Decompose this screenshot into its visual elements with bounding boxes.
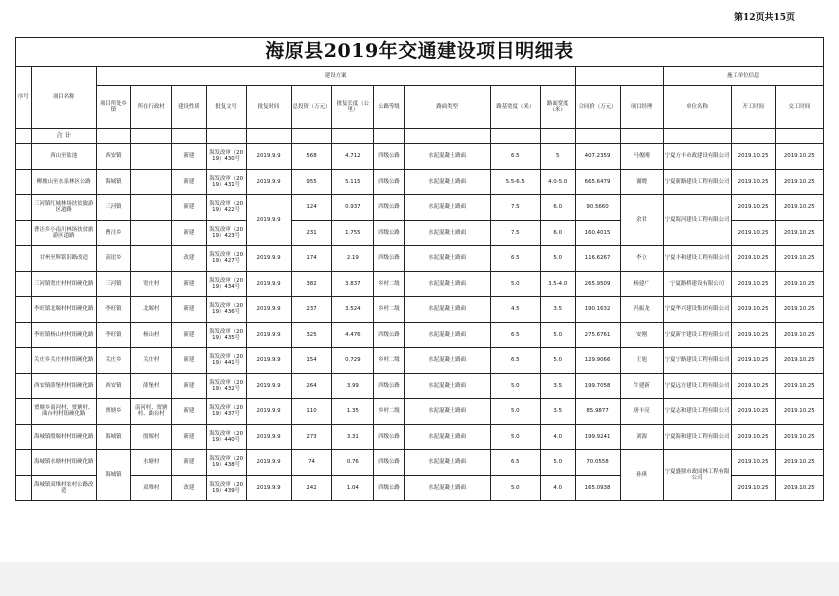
road-grade-cell: 四级公路 (374, 475, 404, 501)
approval-date-cell: 2019.9.9 (246, 475, 291, 501)
village-cell (131, 220, 172, 246)
start-date-cell: 2019.10.25 (731, 322, 775, 348)
company-name-cell: 宁夏志和建设工程有限公司 (663, 399, 731, 425)
surface-type-cell: 水泥混凝土路面 (404, 195, 490, 221)
pavement-width-cell: 4.0 (540, 424, 575, 450)
contract-price-cell: 129.9066 (575, 348, 620, 374)
construction-nature-cell: 新建 (172, 348, 207, 374)
table-row (16, 195, 824, 221)
pavement-width-cell: 6.0 (540, 220, 575, 246)
company-name-cell: 宁夏丰和建设工程有限公司 (663, 246, 731, 272)
row-seq (16, 246, 32, 272)
construction-nature-cell: 新建 (172, 424, 207, 450)
pavement-width-cell: 4.0-5.0 (540, 169, 575, 195)
construction-nature-cell: 新建 (172, 144, 207, 170)
table-row (16, 246, 824, 272)
total-label: 合 计 (31, 129, 96, 144)
column-header: 路面类型 (404, 86, 490, 129)
surface-type-cell: 水泥混凝土路面 (404, 322, 490, 348)
pavement-width-cell: 5 (540, 144, 575, 170)
town-cell: 海城镇 (96, 169, 131, 195)
approval-date-cell: 2019.9.9 (246, 322, 291, 348)
construction-nature-cell: 改建 (172, 475, 207, 501)
surface-type-cell: 水泥混凝土路面 (404, 144, 490, 170)
footer-band (0, 562, 839, 596)
surface-type-cell: 水泥混凝土路面 (404, 450, 490, 476)
town-cell: 李旺镇 (96, 322, 131, 348)
surface-type-cell: 水泥混凝土路面 (404, 169, 490, 195)
surface-type-cell: 水泥混凝土路面 (404, 373, 490, 399)
village-cell: 殷塬村 (131, 424, 172, 450)
town-cell: 三河镇 (96, 271, 131, 297)
project-name-cell: 三河镇宽庄村村组硬化路 (31, 271, 96, 297)
roadbed-width-cell: 5.0 (490, 424, 540, 450)
pavement-width-cell: 5.0 (540, 348, 575, 374)
project-manager-cell: 王旭 (620, 348, 663, 374)
total-investment-cell: 325 (291, 322, 332, 348)
surface-type-cell: 水泥混凝土路面 (404, 348, 490, 374)
company-name-cell: 宁夏新宇建设工程有限公司 (663, 322, 731, 348)
total-investment-cell: 231 (291, 220, 332, 246)
road-grade-cell: 乡村二级 (374, 348, 404, 374)
project-manager-cell: 牛建新 (620, 373, 663, 399)
completion-date-cell: 2019.10.25 (775, 220, 823, 246)
row-seq (16, 169, 32, 195)
approval-doc-cell: 海发改审（2019）422号 (206, 195, 246, 221)
completion-date-cell: 2019.10.25 (775, 271, 823, 297)
table-row (16, 169, 824, 195)
row-seq (16, 144, 32, 170)
project-name-cell: 李旺镇杨山村村组硬化路 (31, 322, 96, 348)
company-name-cell: 宁夏海和建设工程有限公司 (663, 424, 731, 450)
completion-date-cell: 2019.10.25 (775, 322, 823, 348)
start-date-cell: 2019.10.25 (731, 246, 775, 272)
completion-date-cell: 2019.10.25 (775, 348, 823, 374)
start-date-cell: 2019.10.25 (731, 348, 775, 374)
village-cell: 北塬村 (131, 297, 172, 323)
village-cell (131, 169, 172, 195)
total-investment-cell: 110 (291, 399, 332, 425)
header-construction-group: 施工单位信息 (663, 67, 824, 86)
row-seq (16, 373, 32, 399)
column-header: 单位名称 (663, 86, 731, 129)
project-manager-cell: 马俊刚 (620, 144, 663, 170)
roadbed-width-cell: 6.5 (490, 450, 540, 476)
approved-length-cell: 3.524 (332, 297, 374, 323)
roadbed-width-cell: 5.0 (490, 399, 540, 425)
approved-length-cell: 1.04 (332, 475, 374, 501)
approval-doc-cell: 海发改审（2019）437号 (206, 399, 246, 425)
pavement-width-cell: 3.5 (540, 297, 575, 323)
construction-nature-cell: 新建 (172, 399, 207, 425)
total-investment-cell: 124 (291, 195, 332, 221)
roadbed-width-cell: 6.5 (490, 144, 540, 170)
roadbed-width-cell: 5.5-6.5 (490, 169, 540, 195)
roadbed-width-cell: 4.5 (490, 297, 540, 323)
company-name-cell: 宁夏海河建设工程有限公司 (663, 195, 731, 246)
approval-doc-cell: 海发改审（2019）430号 (206, 144, 246, 170)
column-header: 交工时间 (775, 86, 823, 129)
project-name-cell: 西安镇薛堡村村组硬化路 (31, 373, 96, 399)
town-cell: 西安镇 (96, 373, 131, 399)
header-seq: 序号 (16, 67, 32, 129)
road-grade-cell: 乡村二级 (374, 399, 404, 425)
completion-date-cell: 2019.10.25 (775, 144, 823, 170)
contract-price-cell: 165.0938 (575, 475, 620, 501)
completion-date-cell: 2019.10.25 (775, 373, 823, 399)
start-date-cell: 2019.10.25 (731, 195, 775, 221)
approval-doc-cell: 海发改审（2019）438号 (206, 450, 246, 476)
roadbed-width-cell: 6.5 (490, 322, 540, 348)
table-row (16, 348, 824, 374)
town-cell: 关庄乡 (96, 348, 131, 374)
road-grade-cell: 四级公路 (374, 195, 404, 221)
contract-price-cell: 190.1632 (575, 297, 620, 323)
header-project-name: 项目名称 (31, 67, 96, 129)
completion-date-cell: 2019.10.25 (775, 246, 823, 272)
village-cell: 南河村、贾塘村、曲台村 (131, 399, 172, 425)
row-seq (16, 424, 32, 450)
total-seq (16, 129, 32, 144)
pavement-width-cell: 6.0 (540, 195, 575, 221)
approval-doc-cell: 海发改审（2019）439号 (206, 475, 246, 501)
contract-price-cell: 90.5660 (575, 195, 620, 221)
surface-type-cell: 水泥混凝土路面 (404, 475, 490, 501)
company-name-cell: 宁夏路桥建设有限公司 (663, 271, 731, 297)
table-row (16, 450, 824, 476)
contract-price-cell: 199.9241 (575, 424, 620, 450)
table-title: 海原县2019年交通建设项目明细表 (16, 38, 824, 67)
header-blank (575, 67, 663, 86)
pavement-width-cell: 5.0 (540, 246, 575, 272)
completion-date-cell: 2019.10.25 (775, 195, 823, 221)
roadbed-width-cell: 6.5 (490, 246, 540, 272)
column-header: 批复时间 (246, 86, 291, 129)
project-name-cell: 曹洼乡小南川林场扶贫旅游区道路 (31, 220, 96, 246)
approval-date-cell: 2019.9.9 (246, 450, 291, 476)
start-date-cell: 2019.10.25 (731, 297, 775, 323)
approval-doc-cell: 海发改审（2019）434号 (206, 271, 246, 297)
village-cell (131, 195, 172, 221)
project-manager-cell: 余君 (620, 195, 663, 246)
total-investment-cell: 154 (291, 348, 332, 374)
start-date-cell: 2019.10.25 (731, 399, 775, 425)
start-date-cell: 2019.10.25 (731, 424, 775, 450)
approval-doc-cell: 海发改审（2019）440号 (206, 424, 246, 450)
column-header: 路面宽度（米） (540, 86, 575, 129)
town-cell: 海城镇 (96, 424, 131, 450)
contract-price-cell: 407.2359 (575, 144, 620, 170)
total-investment-cell: 174 (291, 246, 332, 272)
total-investment-cell: 264 (291, 373, 332, 399)
town-cell: 海城镇 (96, 450, 131, 501)
project-name-cell: 柳坡山至水泉林区公路 (31, 169, 96, 195)
company-name-cell: 宁夏盛鼎市政园林工程有限公司 (663, 450, 731, 501)
approval-date-cell: 2019.9.9 (246, 195, 291, 246)
construction-nature-cell: 新建 (172, 220, 207, 246)
total-investment-cell: 242 (291, 475, 332, 501)
start-date-cell: 2019.10.25 (731, 144, 775, 170)
surface-type-cell: 水泥混凝土路面 (404, 246, 490, 272)
contract-price-cell: 160.4015 (575, 220, 620, 246)
column-header: 项目经理 (620, 86, 663, 129)
column-header: 公路等级 (374, 86, 404, 129)
project-name-cell: 海城镇双堆村农村公路改造 (31, 475, 96, 501)
approved-length-cell: 4.712 (332, 144, 374, 170)
road-grade-cell: 四级公路 (374, 246, 404, 272)
surface-type-cell: 水泥混凝土路面 (404, 399, 490, 425)
contract-price-cell: 70.0558 (575, 450, 620, 476)
pavement-width-cell: 3.5-4.0 (540, 271, 575, 297)
project-name-cell: 甘州至辉铭旧路改造 (31, 246, 96, 272)
contract-price-cell: 116.6267 (575, 246, 620, 272)
road-grade-cell: 四级公路 (374, 220, 404, 246)
start-date-cell: 2019.10.25 (731, 450, 775, 476)
road-grade-cell: 四级公路 (374, 450, 404, 476)
project-name-cell: 关庄乡关庄村村组硬化路 (31, 348, 96, 374)
total-investment-cell: 382 (291, 271, 332, 297)
row-seq (16, 220, 32, 246)
table-row (16, 373, 824, 399)
table-row (16, 399, 824, 425)
approval-date-cell: 2019.9.9 (246, 271, 291, 297)
construction-nature-cell: 新建 (172, 169, 207, 195)
road-grade-cell: 乡村二级 (374, 297, 404, 323)
approval-date-cell: 2019.9.9 (246, 373, 291, 399)
completion-date-cell: 2019.10.25 (775, 450, 823, 476)
town-cell: 曹洼乡 (96, 220, 131, 246)
total-investment-cell: 568 (291, 144, 332, 170)
table-row (16, 424, 824, 450)
approval-date-cell: 2019.9.9 (246, 297, 291, 323)
company-name-cell: 宁夏远方建设工程有限公司 (663, 373, 731, 399)
village-cell: 薛堡村 (131, 373, 172, 399)
project-manager-cell: 谢晓 (620, 169, 663, 195)
column-header: 合同价（万元） (575, 86, 620, 129)
project-table (15, 37, 824, 501)
road-grade-cell: 四级公路 (374, 373, 404, 399)
project-name-cell: 三河镇红城林场扶贫旅游区道路 (31, 195, 96, 221)
construction-nature-cell: 新建 (172, 271, 207, 297)
road-grade-cell: 四级公路 (374, 424, 404, 450)
approval-doc-cell: 海发改审（2019）427号 (206, 246, 246, 272)
approval-doc-cell: 海发改审（2019）423号 (206, 220, 246, 246)
project-manager-cell: 刘源 (620, 424, 663, 450)
completion-date-cell: 2019.10.25 (775, 424, 823, 450)
start-date-cell: 2019.10.25 (731, 220, 775, 246)
town-cell: 三河镇 (96, 195, 131, 221)
column-header: 批复长度（公里） (332, 86, 374, 129)
page-number: 第12页共15页 (733, 13, 795, 23)
roadbed-width-cell: 7.5 (490, 220, 540, 246)
village-cell (131, 246, 172, 272)
start-date-cell: 2019.10.25 (731, 169, 775, 195)
town-cell: 贾塘乡 (96, 399, 131, 425)
company-name-cell: 宁夏新路建设工程有限公司 (663, 169, 731, 195)
row-seq (16, 475, 32, 501)
row-seq (16, 322, 32, 348)
table-row (16, 271, 824, 297)
row-seq (16, 348, 32, 374)
road-grade-cell: 四级公路 (374, 169, 404, 195)
project-name-cell: 西山至盐池 (31, 144, 96, 170)
approved-length-cell: 0.937 (332, 195, 374, 221)
pavement-width-cell: 5.0 (540, 322, 575, 348)
roadbed-width-cell: 7.5 (490, 195, 540, 221)
row-seq (16, 399, 32, 425)
contract-price-cell: 665.6479 (575, 169, 620, 195)
total-investment-cell: 273 (291, 424, 332, 450)
project-name-cell: 李旺镇北塬村村组硬化路 (31, 297, 96, 323)
approved-length-cell: 3.837 (332, 271, 374, 297)
approved-length-cell: 3.99 (332, 373, 374, 399)
completion-date-cell: 2019.10.25 (775, 297, 823, 323)
total-investment-cell: 237 (291, 297, 332, 323)
project-manager-cell: 李立 (620, 246, 663, 272)
construction-nature-cell: 改建 (172, 246, 207, 272)
surface-type-cell: 水泥混凝土路面 (404, 220, 490, 246)
start-date-cell: 2019.10.25 (731, 475, 775, 501)
roadbed-width-cell: 6.5 (490, 348, 540, 374)
column-header: 总投资（万元） (291, 86, 332, 129)
approval-doc-cell: 海发改审（2019）441号 (206, 348, 246, 374)
approval-doc-cell: 海发改审（2019）432号 (206, 373, 246, 399)
road-grade-cell: 四级公路 (374, 144, 404, 170)
road-grade-cell: 四级公路 (374, 322, 404, 348)
approval-doc-cell: 海发改审（2019）431号 (206, 169, 246, 195)
project-name-cell: 海城镇水塘村村组硬化路 (31, 450, 96, 476)
approved-length-cell: 0.76 (332, 450, 374, 476)
column-header: 建设性质 (172, 86, 207, 129)
row-seq (16, 271, 32, 297)
pavement-width-cell: 3.5 (540, 373, 575, 399)
approval-date-cell: 2019.9.9 (246, 399, 291, 425)
roadbed-width-cell: 5.0 (490, 475, 540, 501)
pavement-width-cell: 3.5 (540, 399, 575, 425)
pavement-width-cell: 4.0 (540, 475, 575, 501)
project-name-cell: 海城镇殷塬村村组硬化路 (31, 424, 96, 450)
approval-doc-cell: 海发改审（2019）436号 (206, 297, 246, 323)
village-cell (131, 144, 172, 170)
total-investment-cell: 74 (291, 450, 332, 476)
company-name-cell: 宁夏宁路建设工程有限公司 (663, 348, 731, 374)
project-manager-cell: 安刚 (620, 322, 663, 348)
table-row (16, 297, 824, 323)
roadbed-width-cell: 5.0 (490, 271, 540, 297)
construction-nature-cell: 新建 (172, 322, 207, 348)
surface-type-cell: 水泥混凝土路面 (404, 424, 490, 450)
approved-length-cell: 1.755 (332, 220, 374, 246)
approval-date-cell: 2019.9.9 (246, 144, 291, 170)
construction-nature-cell: 新建 (172, 195, 207, 221)
village-cell: 杨山村 (131, 322, 172, 348)
start-date-cell: 2019.10.25 (731, 373, 775, 399)
approved-length-cell: 2.19 (332, 246, 374, 272)
surface-type-cell: 水泥混凝土路面 (404, 297, 490, 323)
table-row (16, 144, 824, 170)
completion-date-cell: 2019.10.25 (775, 475, 823, 501)
row-seq (16, 297, 32, 323)
road-grade-cell: 乡村二级 (374, 271, 404, 297)
village-cell: 水塘村 (131, 450, 172, 476)
project-manager-cell: 冯振龙 (620, 297, 663, 323)
town-cell: 高崖乡 (96, 246, 131, 272)
start-date-cell: 2019.10.25 (731, 271, 775, 297)
contract-price-cell: 265.9509 (575, 271, 620, 297)
project-manager-cell: 孙琪 (620, 450, 663, 501)
approved-length-cell: 0.729 (332, 348, 374, 374)
column-header: 路基宽度（米） (490, 86, 540, 129)
village-cell: 关庄村 (131, 348, 172, 374)
village-cell: 宽庄村 (131, 271, 172, 297)
approval-date-cell: 2019.9.9 (246, 424, 291, 450)
approved-length-cell: 3.31 (332, 424, 374, 450)
village-cell: 双堆村 (131, 475, 172, 501)
company-name-cell: 宁夏华兴建设集团有限公司 (663, 297, 731, 323)
roadbed-width-cell: 5.0 (490, 373, 540, 399)
column-header: 所在行政村 (131, 86, 172, 129)
contract-price-cell: 85.9877 (575, 399, 620, 425)
contract-price-cell: 275.6761 (575, 322, 620, 348)
company-name-cell: 宁夏方丰市政建设有限公司 (663, 144, 731, 170)
column-header: 项目所处乡镇 (96, 86, 131, 129)
construction-nature-cell: 新建 (172, 373, 207, 399)
construction-nature-cell: 新建 (172, 297, 207, 323)
town-cell: 李旺镇 (96, 297, 131, 323)
project-name-cell: 贾塘乡南河村、贾塘村、曲台村村组硬化路 (31, 399, 96, 425)
pavement-width-cell: 5.0 (540, 450, 575, 476)
approval-doc-cell: 海发改审（2019）435号 (206, 322, 246, 348)
approval-date-cell: 2019.9.9 (246, 246, 291, 272)
completion-date-cell: 2019.10.25 (775, 399, 823, 425)
construction-nature-cell: 新建 (172, 450, 207, 476)
total-investment-cell: 955 (291, 169, 332, 195)
completion-date-cell: 2019.10.25 (775, 169, 823, 195)
row-seq (16, 450, 32, 476)
header-plan-group: 建设方案 (96, 67, 575, 86)
approved-length-cell: 1.35 (332, 399, 374, 425)
approval-date-cell: 2019.9.9 (246, 169, 291, 195)
project-manager-cell: 杨建广 (620, 271, 663, 297)
table-row (16, 322, 824, 348)
row-seq (16, 195, 32, 221)
approval-date-cell: 2019.9.9 (246, 348, 291, 374)
column-header: 开工时间 (731, 86, 775, 129)
approved-length-cell: 4.476 (332, 322, 374, 348)
town-cell: 西安镇 (96, 144, 131, 170)
surface-type-cell: 水泥混凝土路面 (404, 271, 490, 297)
project-manager-cell: 唐丰亮 (620, 399, 663, 425)
contract-price-cell: 199.7058 (575, 373, 620, 399)
column-header: 批复文号 (206, 86, 246, 129)
approved-length-cell: 5.115 (332, 169, 374, 195)
